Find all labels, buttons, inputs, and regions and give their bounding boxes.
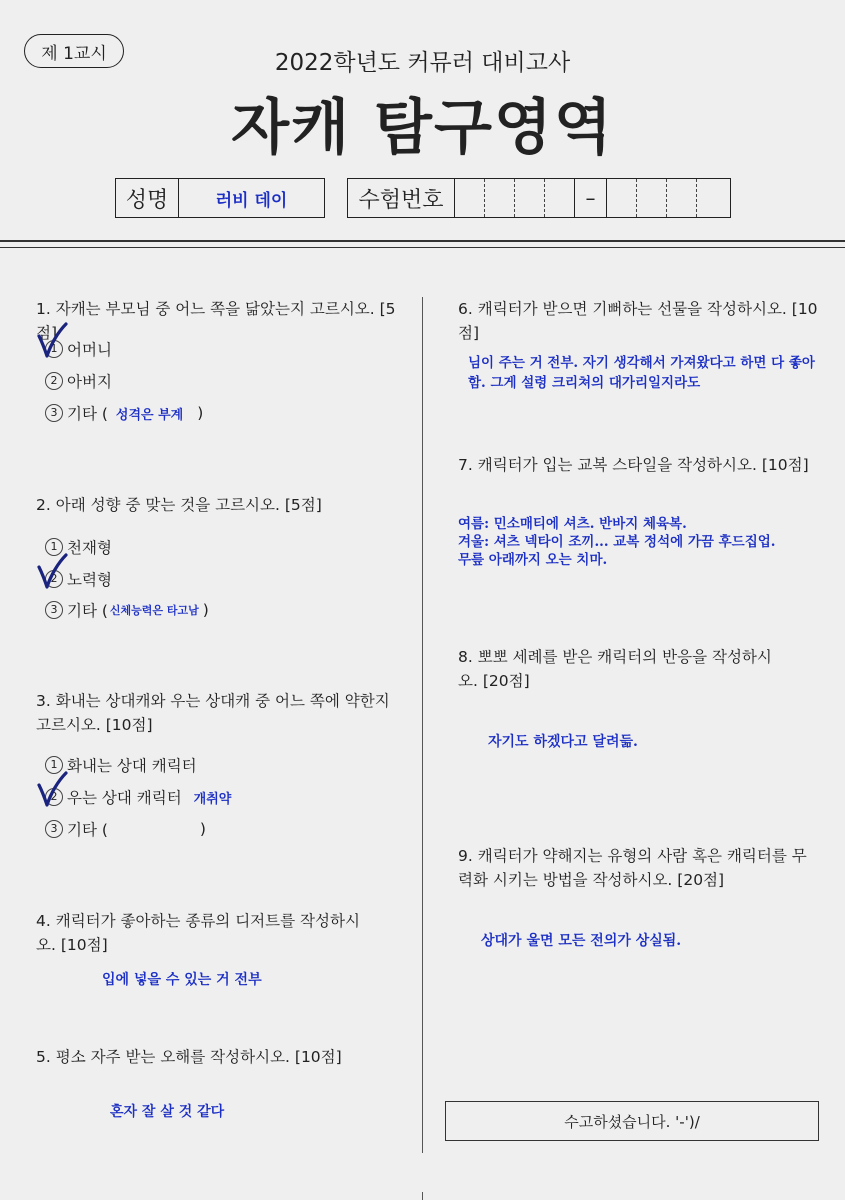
question-5: 5. 평소 자주 받는 오해를 작성하시오. [10점] bbox=[36, 1048, 342, 1066]
q1-option-2[interactable] bbox=[45, 370, 112, 392]
question-9: 9. 캐릭터가 약해지는 유형의 사람 혹은 캐릭터를 무력화 시키는 방법을 작성하시오. [20점] bbox=[458, 847, 807, 889]
q7-answer-line-2: 겨울: 셔츠 넥타이 조끼... 교복 정석에 가끔 후드집업. bbox=[458, 534, 776, 550]
column-divider bbox=[422, 297, 423, 1153]
exam-number-cell bbox=[485, 179, 515, 217]
exam-number-cell bbox=[697, 179, 727, 217]
q5-answer: 혼자 잘 살 것 같다 bbox=[110, 1104, 225, 1120]
column-divider-next-page bbox=[422, 1192, 423, 1200]
q4-answer: 입에 넣을 수 있는 거 전부 bbox=[102, 972, 262, 988]
exam-number-cell bbox=[455, 179, 485, 217]
exam-subtitle: 2022학년도 커뮤러 대비고사 bbox=[274, 50, 571, 76]
checkmark-icon bbox=[36, 553, 70, 593]
exam-period-label: 제 1교시 bbox=[41, 43, 107, 64]
q3-option-3-label: 기타 ( bbox=[67, 821, 108, 839]
exam-title: 자캐 탐구영역 bbox=[231, 93, 614, 163]
header-rule-thin bbox=[0, 247, 845, 248]
q1-option-1-label: 어머니 bbox=[67, 341, 112, 359]
q2-option-3[interactable] bbox=[45, 599, 209, 621]
question-3: 3. 화내는 상대캐와 우는 상대캐 중 어느 쪽에 약한지 고르시오. [10점] bbox=[36, 692, 390, 734]
question-1: 1. 자캐는 부모님 중 어느 쪽을 닮았는지 고르시오. [5점] bbox=[36, 300, 396, 342]
q1-option-3-close: ) bbox=[197, 404, 204, 422]
q3-option-2[interactable] bbox=[45, 786, 231, 808]
q7-answer bbox=[458, 515, 776, 569]
exam-number-cell bbox=[637, 179, 667, 217]
end-message-box bbox=[445, 1101, 819, 1141]
question-8: 8. 뽀뽀 세례를 받은 캐릭터의 반응을 작성하시오. [20점] bbox=[458, 648, 772, 690]
q1-option-2-number: 2 bbox=[45, 372, 63, 390]
checkmark-icon bbox=[36, 322, 70, 362]
q3-option-2-number: 2 bbox=[45, 788, 63, 806]
q1-option-1-number: 1 bbox=[45, 340, 63, 358]
q9-answer: 상대가 울면 모든 전의가 상실됨. bbox=[481, 933, 682, 949]
q1-option-3-label: 기타 ( bbox=[67, 405, 108, 423]
q8-answer: 자기도 하겠다고 달려듦. bbox=[488, 734, 638, 750]
name-label: 성명 bbox=[116, 179, 179, 217]
header-rule-thick bbox=[0, 240, 845, 242]
q1-option-2-label: 아버지 bbox=[67, 373, 112, 391]
exam-number-cell bbox=[607, 179, 637, 217]
q3-option-1-number: 1 bbox=[45, 756, 63, 774]
q7-answer-line-3: 무릎 아래까지 오는 치마. bbox=[458, 552, 608, 568]
question-2: 2. 아래 성향 중 맞는 것을 고르시오. [5점] bbox=[36, 496, 322, 514]
q2-option-3-answer: 신체능력은 타고남 bbox=[109, 604, 199, 617]
exam-number-box bbox=[347, 178, 731, 218]
q1-option-3-answer: 성격은 부계 bbox=[115, 407, 184, 423]
q3-option-3[interactable] bbox=[45, 818, 206, 840]
q3-option-3-close: ) bbox=[199, 820, 206, 838]
q1-option-3-number: 3 bbox=[45, 404, 63, 422]
question-7: 7. 캐릭터가 입는 교복 스타일을 작성하시오. [10점] bbox=[458, 456, 809, 474]
exam-number-cell bbox=[515, 179, 545, 217]
name-value: 러비 데이 bbox=[215, 190, 288, 211]
q1-option-3[interactable] bbox=[45, 402, 203, 424]
exam-number-cell bbox=[667, 179, 697, 217]
q6-answer: 님이 주는 거 전부. 자기 생각해서 가져왔다고 하면 다 좋아함. 그게 설령 크리쳐의 대가리일지라도 bbox=[468, 355, 815, 391]
exam-number-cell bbox=[545, 179, 575, 217]
q3-option-2-label: 우는 상대 캐릭터 bbox=[67, 789, 182, 807]
exam-number-label: 수험번호 bbox=[348, 179, 455, 217]
q3-option-2-answer: 개취약 bbox=[193, 791, 232, 807]
q2-option-3-number: 3 bbox=[45, 601, 63, 619]
question-6: 6. 캐릭터가 받으면 기뻐하는 선물을 작성하시오. [10점] bbox=[458, 300, 818, 342]
q2-option-1-label: 천재형 bbox=[67, 539, 112, 557]
q7-answer-line-1: 여름: 민소매티에 셔츠. 반바지 체육복. bbox=[458, 516, 687, 532]
end-message: 수고하셨습니다. '-')/ bbox=[564, 1112, 700, 1131]
checkmark-icon bbox=[36, 771, 70, 811]
exam-number-dash: – bbox=[575, 179, 607, 217]
q2-option-2-label: 노력형 bbox=[67, 571, 112, 589]
name-box bbox=[115, 178, 325, 218]
q3-option-3-number: 3 bbox=[45, 820, 63, 838]
q2-option-2-number: 2 bbox=[45, 570, 63, 588]
q2-option-3-close: ) bbox=[202, 601, 209, 619]
q3-option-1-label: 화내는 상대 캐릭터 bbox=[67, 757, 197, 775]
q2-option-3-label: 기타 ( bbox=[67, 602, 108, 620]
question-4: 4. 캐릭터가 좋아하는 종류의 디저트를 작성하시오. [10점] bbox=[36, 912, 360, 954]
q2-option-1-number: 1 bbox=[45, 538, 63, 556]
